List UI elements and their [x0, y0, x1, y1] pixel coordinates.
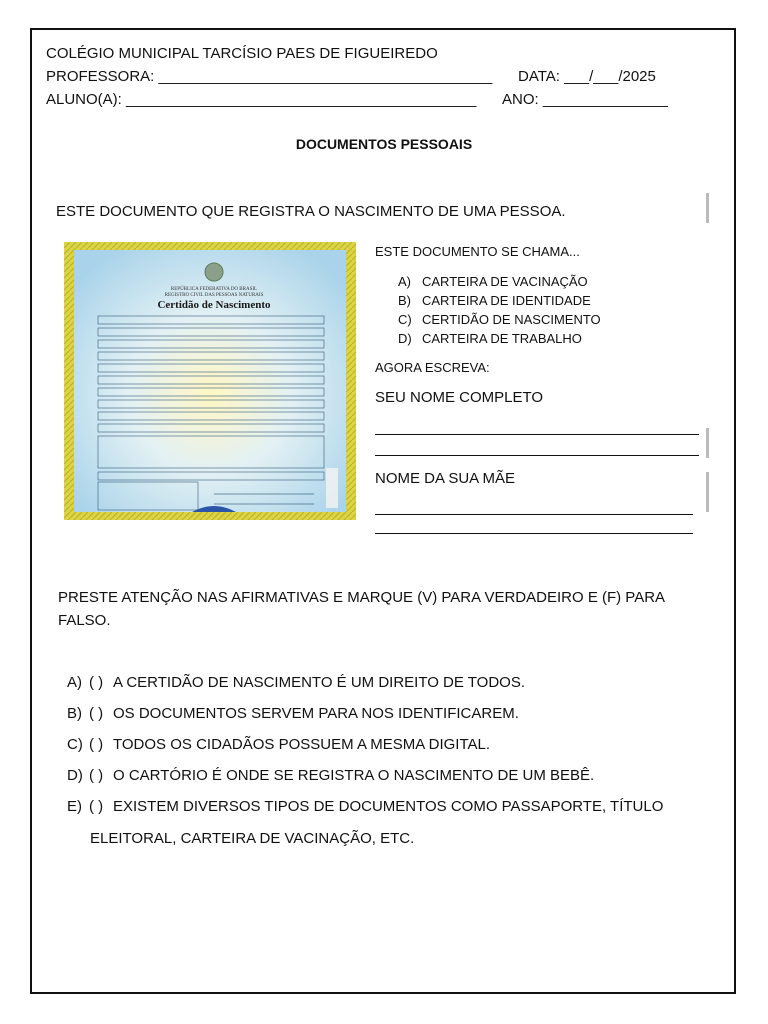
- option-letter: C): [398, 312, 412, 327]
- statement-text: TODOS OS CIDADÃOS POSSUEM A MESMA DIGITAL.: [113, 736, 491, 753]
- mother-name-label: NOME DA SUA MÃE: [375, 470, 516, 487]
- school-name: COLÉGIO MUNICIPAL TARCÍSIO PAES DE FIGUEIREDO: [46, 45, 438, 62]
- full-name-line-2[interactable]: [375, 455, 699, 456]
- statement-e: [67, 798, 663, 815]
- option-text: CARTEIRA DE TRABALHO: [422, 331, 582, 346]
- option-letter: B): [398, 293, 411, 308]
- statement-c: [67, 736, 490, 753]
- student-field: ALUNO(A): __________________________________________: [46, 91, 477, 108]
- scan-artifact: [706, 428, 709, 458]
- certificate-header-2: REGISTRO CIVIL DAS PESSOAS NATURAIS: [164, 293, 264, 298]
- option-text: CARTEIRA DE IDENTIDADE: [422, 293, 591, 308]
- answer-box[interactable]: ( ): [89, 798, 104, 815]
- answer-box[interactable]: ( ): [89, 767, 104, 784]
- question1-statement: ESTE DOCUMENTO QUE REGISTRA O NASCIMENTO DE UMA PESSOA.: [56, 203, 566, 220]
- certificate-title: Certidão de Nascimento: [157, 299, 271, 311]
- statement-d: [67, 767, 594, 784]
- mother-name-line-2[interactable]: [375, 533, 693, 534]
- mother-name-line-1[interactable]: [375, 514, 693, 515]
- question1-prompt: ESTE DOCUMENTO SE CHAMA...: [375, 244, 580, 259]
- birth-certificate-image: [64, 242, 356, 520]
- certificate-header-1: REPÚBLICA FEDERATIVA DO BRASIL: [170, 287, 258, 292]
- option-letter: D): [398, 331, 412, 346]
- write-prompt: AGORA ESCREVA:: [375, 360, 490, 375]
- scan-artifact: [706, 472, 709, 512]
- date-field: DATA: ___/___/2025: [518, 68, 656, 85]
- answer-box[interactable]: ( ): [89, 736, 104, 753]
- option-b: [398, 293, 591, 308]
- full-name-label: SEU NOME COMPLETO: [375, 389, 544, 406]
- option-text: CERTIDÃO DE NASCIMENTO: [422, 312, 601, 327]
- statement-b: [67, 705, 519, 722]
- option-d: [398, 331, 582, 346]
- option-text: CARTEIRA DE VACINAÇÃO: [422, 274, 588, 289]
- option-a: [398, 274, 588, 289]
- full-name-line-1[interactable]: [375, 434, 699, 435]
- statement-text: EXISTEM DIVERSOS TIPOS DE DOCUMENTOS COMO PASSAPORTE, TÍTULO: [113, 798, 664, 815]
- answer-box[interactable]: ( ): [89, 705, 104, 722]
- statement-a: [67, 674, 525, 691]
- statement-letter: A): [67, 674, 82, 691]
- option-c: [398, 312, 601, 327]
- page-title: DOCUMENTOS PESSOAIS: [295, 136, 473, 152]
- statement-letter: E): [67, 798, 82, 815]
- option-letter: A): [398, 274, 411, 289]
- question2-instruction: PRESTE ATENÇÃO NAS AFIRMATIVAS E MARQUE (V) PARA VERDADEIRO E (F) PARA FALSO.: [58, 589, 665, 629]
- statement-e-continuation: ELEITORAL, CARTEIRA DE VACINAÇÃO, ETC.: [90, 830, 415, 847]
- teacher-field: PROFESSORA: ________________________________________: [46, 68, 493, 85]
- answer-box[interactable]: ( ): [89, 674, 104, 691]
- year-field: ANO: _______________: [502, 91, 668, 108]
- statement-letter: B): [67, 705, 82, 722]
- statement-text: A CERTIDÃO DE NASCIMENTO É UM DIREITO DE TODOS.: [113, 674, 526, 691]
- scan-artifact: [706, 193, 709, 223]
- statement-letter: D): [67, 767, 83, 784]
- statement-letter: C): [67, 736, 83, 753]
- statement-text: O CARTÓRIO É ONDE SE REGISTRA O NASCIMENTO DE UM BEBÊ.: [113, 767, 595, 784]
- statement-text: OS DOCUMENTOS SERVEM PARA NOS IDENTIFICAREM.: [113, 705, 519, 722]
